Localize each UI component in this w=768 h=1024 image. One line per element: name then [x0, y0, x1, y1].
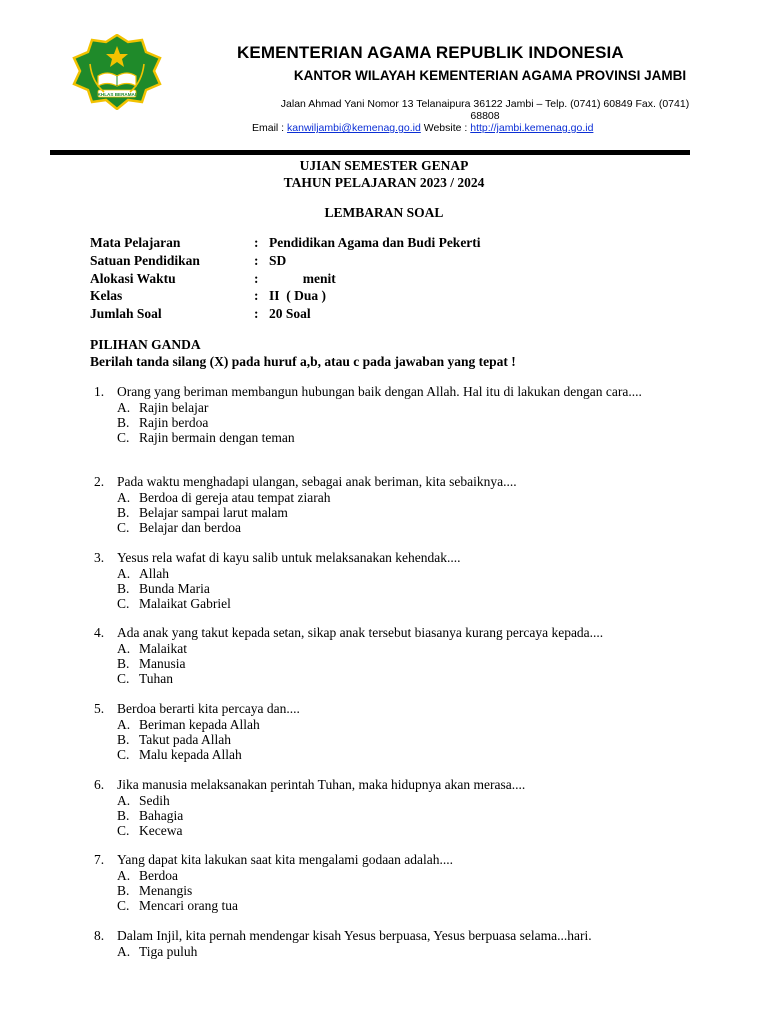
option-text: Malu kepada Allah	[139, 747, 242, 763]
question-text: Orang yang beriman membangun hubungan baik dengan Allah. Hal itu di lakukan dengan cara....	[117, 384, 642, 399]
info-label: Alokasi Waktu	[90, 270, 176, 286]
info-label: Kelas	[90, 288, 123, 304]
svg-text:IKHLAS BERAMAL: IKHLAS BERAMAL	[96, 91, 138, 97]
info-value: menit	[269, 270, 336, 286]
question	[94, 701, 697, 762]
info-value: 20 Soal	[269, 306, 311, 322]
option-text: Rajin berdoa	[139, 414, 209, 430]
option-letter: C.	[117, 596, 130, 612]
academic-year: TAHUN PELAJARAN 2023 / 2024	[283, 175, 485, 190]
question	[94, 852, 697, 913]
option-letter: B.	[117, 882, 130, 898]
question	[94, 384, 697, 445]
info-colon: :	[254, 235, 259, 250]
option-text: Kecewa	[139, 823, 183, 839]
question-text: Berdoa berarti kita percaya dan....	[117, 701, 300, 716]
info-label: Jumlah Soal	[90, 306, 162, 322]
option-letter: C.	[117, 898, 130, 914]
website-link[interactable]: http://jambi.kemenag.go.id	[470, 122, 594, 134]
option-text: Malaikat	[139, 640, 187, 656]
info-label: Satuan Pendidikan	[90, 252, 200, 268]
question-text: Dalam Injil, kita pernah mendengar kisah Yesus berpuasa, Yesus berpuasa selama...hari.	[117, 928, 592, 943]
question-number: 4.	[94, 625, 105, 640]
option-text: Bunda Maria	[139, 580, 210, 596]
contact-line	[252, 122, 593, 134]
email-link[interactable]: kanwiljambi@kemenag.go.id	[287, 122, 421, 134]
office-address: Jalan Ahmad Yani Nomor 13 Telanaipura 36122 Jambi – Telp. (0741) 60849 Fax. (0741) 68808	[280, 98, 690, 122]
info-row	[90, 305, 690, 323]
info-row	[90, 234, 690, 252]
letterhead-divider	[50, 150, 690, 155]
option-text: Berdoa	[139, 867, 178, 883]
question-text: Yesus rela wafat di kayu salib untuk melaksanakan kehendak....	[117, 550, 461, 565]
option-letter: C.	[117, 671, 130, 687]
option-text: Berdoa di gereja atau tempat ziarah	[139, 489, 331, 505]
option-letter: A.	[117, 640, 131, 656]
ministry-title: KEMENTERIAN AGAMA REPUBLIK INDONESIA	[237, 43, 624, 62]
info-value: SD	[269, 252, 287, 268]
info-colon: :	[254, 288, 259, 304]
question-number: 5.	[94, 701, 105, 716]
question-text: Ada anak yang takut kepada setan, sikap anak tersebut biasanya kurang percaya kepada....	[117, 625, 604, 640]
question	[94, 777, 697, 838]
section-instruction: Berilah tanda silang (X) pada huruf a,b, atau c pada jawaban yang tepat !	[90, 354, 516, 369]
option-letter: C.	[117, 823, 130, 839]
info-row	[90, 270, 690, 288]
question-text: Jika manusia melaksanakan perintah Tuhan, maka hidupnya akan merasa....	[117, 777, 526, 792]
website-label: Website :	[420, 122, 471, 134]
question-number: 2.	[94, 474, 105, 489]
question	[94, 625, 697, 686]
question-text: Pada waktu menghadapi ulangan, sebagai anak beriman, kita sebaiknya....	[117, 474, 517, 489]
option-text: Beriman kepada Allah	[139, 716, 260, 732]
info-value: Pendidikan Agama dan Budi Pekerti	[269, 235, 481, 250]
option-letter: C.	[117, 747, 130, 763]
option-text: Tiga puluh	[139, 943, 198, 959]
section-heading: PILIHAN GANDA	[90, 337, 201, 352]
option-text: Rajin belajar	[139, 399, 209, 415]
option-text: Rajin bermain dengan teman	[139, 430, 295, 446]
option-text: Tuhan	[139, 671, 174, 687]
option-letter: B.	[117, 655, 130, 671]
option-text: Belajar dan berdoa	[139, 520, 241, 536]
email-label: Email :	[252, 122, 288, 134]
info-row	[90, 287, 690, 305]
kemenag-logo	[70, 34, 164, 110]
question	[94, 928, 697, 959]
option-letter: B.	[117, 414, 130, 430]
option-letter: A.	[117, 489, 131, 505]
option-text: Malaikat Gabriel	[139, 596, 231, 612]
option-letter: B.	[117, 807, 130, 823]
option-text: Mencari orang tua	[139, 898, 238, 914]
option-letter: A.	[117, 399, 131, 415]
option-text: Bahagia	[139, 807, 184, 823]
option-letter: A.	[117, 943, 131, 959]
option-letter: A.	[117, 565, 131, 581]
question-number: 8.	[94, 928, 105, 943]
option-text: Sedih	[139, 792, 170, 808]
exam-title: UJIAN SEMESTER GENAP	[299, 158, 469, 173]
option-letter: C.	[117, 520, 130, 536]
info-value: II ( Dua )	[269, 288, 327, 304]
info-colon: :	[254, 306, 259, 322]
option-text: Manusia	[139, 655, 186, 671]
question-number: 6.	[94, 777, 105, 792]
office-subtitle: KANTOR WILAYAH KEMENTERIAN AGAMA PROVINSI JAMBI	[293, 68, 687, 83]
option-text: Menangis	[139, 882, 193, 898]
option-text: Takut pada Allah	[139, 731, 232, 747]
info-colon: :	[254, 270, 259, 286]
question-number: 1.	[94, 384, 105, 399]
option-letter: A.	[117, 716, 131, 732]
option-letter: C.	[117, 430, 130, 446]
question	[94, 474, 697, 535]
question-number: 3.	[94, 550, 105, 565]
option-letter: A.	[117, 792, 131, 808]
option-letter: B.	[117, 504, 130, 520]
info-row	[90, 252, 690, 270]
exam-info	[90, 234, 690, 323]
question-number: 7.	[94, 852, 105, 867]
sheet-title: LEMBARAN SOAL	[324, 205, 444, 220]
question-text: Yang dapat kita lakukan saat kita mengalami godaan adalah....	[117, 852, 454, 867]
option-letter: B.	[117, 580, 130, 596]
info-label: Mata Pelajaran	[90, 235, 181, 250]
question	[94, 550, 697, 611]
option-text: Allah	[139, 565, 169, 581]
info-colon: :	[254, 252, 259, 268]
option-letter: B.	[117, 731, 130, 747]
option-text: Belajar sampai larut malam	[139, 504, 288, 520]
option-letter: A.	[117, 867, 131, 883]
